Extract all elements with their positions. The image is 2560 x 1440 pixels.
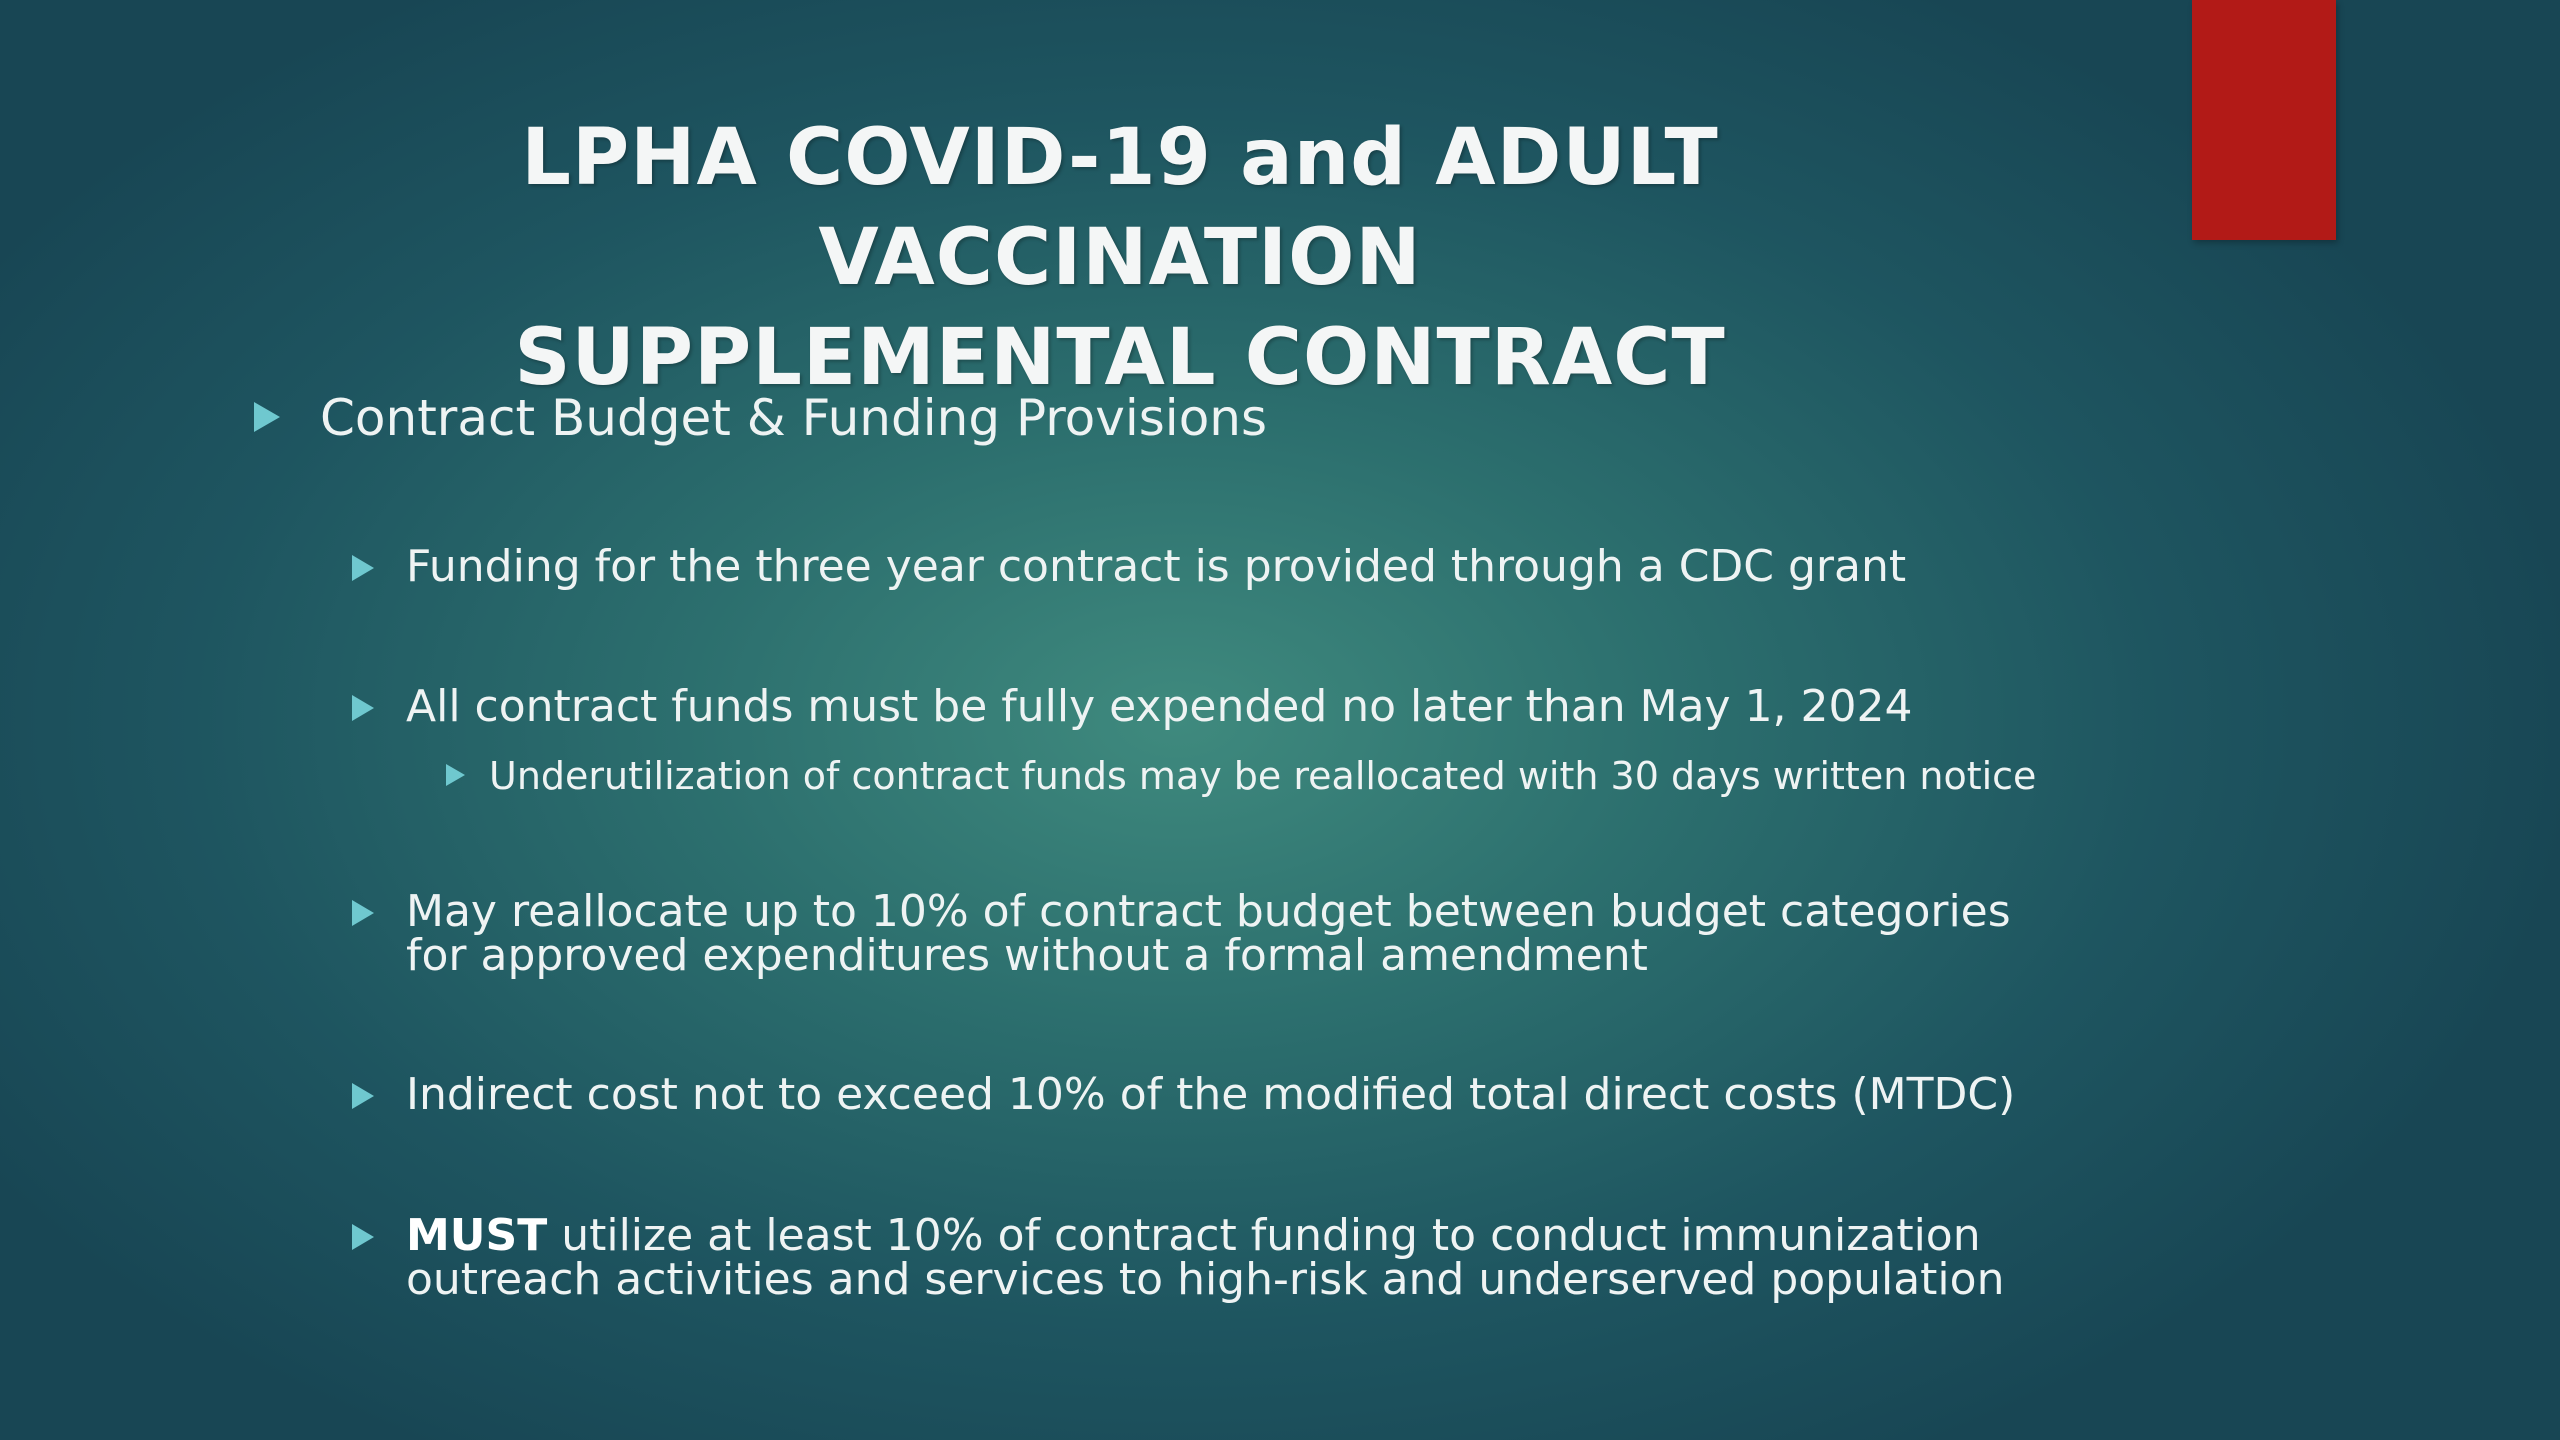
bullet-text: Indirect cost not to exceed 10% of the modified total direct costs (MTDC)	[406, 1069, 2016, 1120]
bullet-funding	[352, 541, 1907, 592]
bullet-text	[406, 886, 2011, 981]
bullet-text: Underutilization of contract funds may be reallocated with 30 days written notice	[489, 754, 2037, 798]
bullet-arrow-icon	[254, 402, 280, 432]
bullet-text	[406, 1210, 2005, 1305]
bullet-contract-budget	[254, 390, 1267, 446]
bullet-arrow-icon	[446, 764, 465, 786]
must-emphasis: MUST	[406, 1210, 548, 1261]
bullet-arrow-icon	[352, 900, 374, 926]
bullet-arrow-icon	[352, 1083, 374, 1109]
slide-title	[220, 108, 2020, 408]
red-accent-bar	[2192, 0, 2336, 240]
bullet-indirect-cost	[352, 1069, 2016, 1120]
bullet-text-line-1	[406, 1210, 2004, 1261]
bullet-must-utilize	[352, 1210, 2005, 1305]
bullet-text-line-2: for approved expenditures without a formal amendment	[406, 930, 1648, 981]
bullet-expended	[352, 681, 1913, 732]
must-line-1-rest: utilize at least 10% of contract funding to conduct immunization	[547, 1210, 1981, 1261]
bullet-text-line-1: May reallocate up to 10% of contract budget between budget categories	[406, 886, 2011, 937]
bullet-underutilization	[446, 755, 2036, 797]
bullet-text-line-2: outreach activities and services to high-risk and underserved population	[406, 1254, 2005, 1305]
bullet-arrow-icon	[352, 695, 374, 721]
bullet-arrow-icon	[352, 555, 374, 581]
bullet-arrow-icon	[352, 1224, 374, 1250]
title-line-2: SUPPLEMENTAL CONTRACT	[514, 313, 1726, 403]
bullet-text: All contract funds must be fully expended no later than May 1, 2024	[406, 681, 1913, 732]
bullet-text: Funding for the three year contract is provided through a CDC grant	[406, 541, 1907, 592]
title-line-1: LPHA COVID-19 and ADULT VACCINATION	[521, 113, 1719, 303]
bullet-reallocate	[352, 886, 2011, 981]
bullet-text: Contract Budget & Funding Provisions	[320, 389, 1268, 447]
